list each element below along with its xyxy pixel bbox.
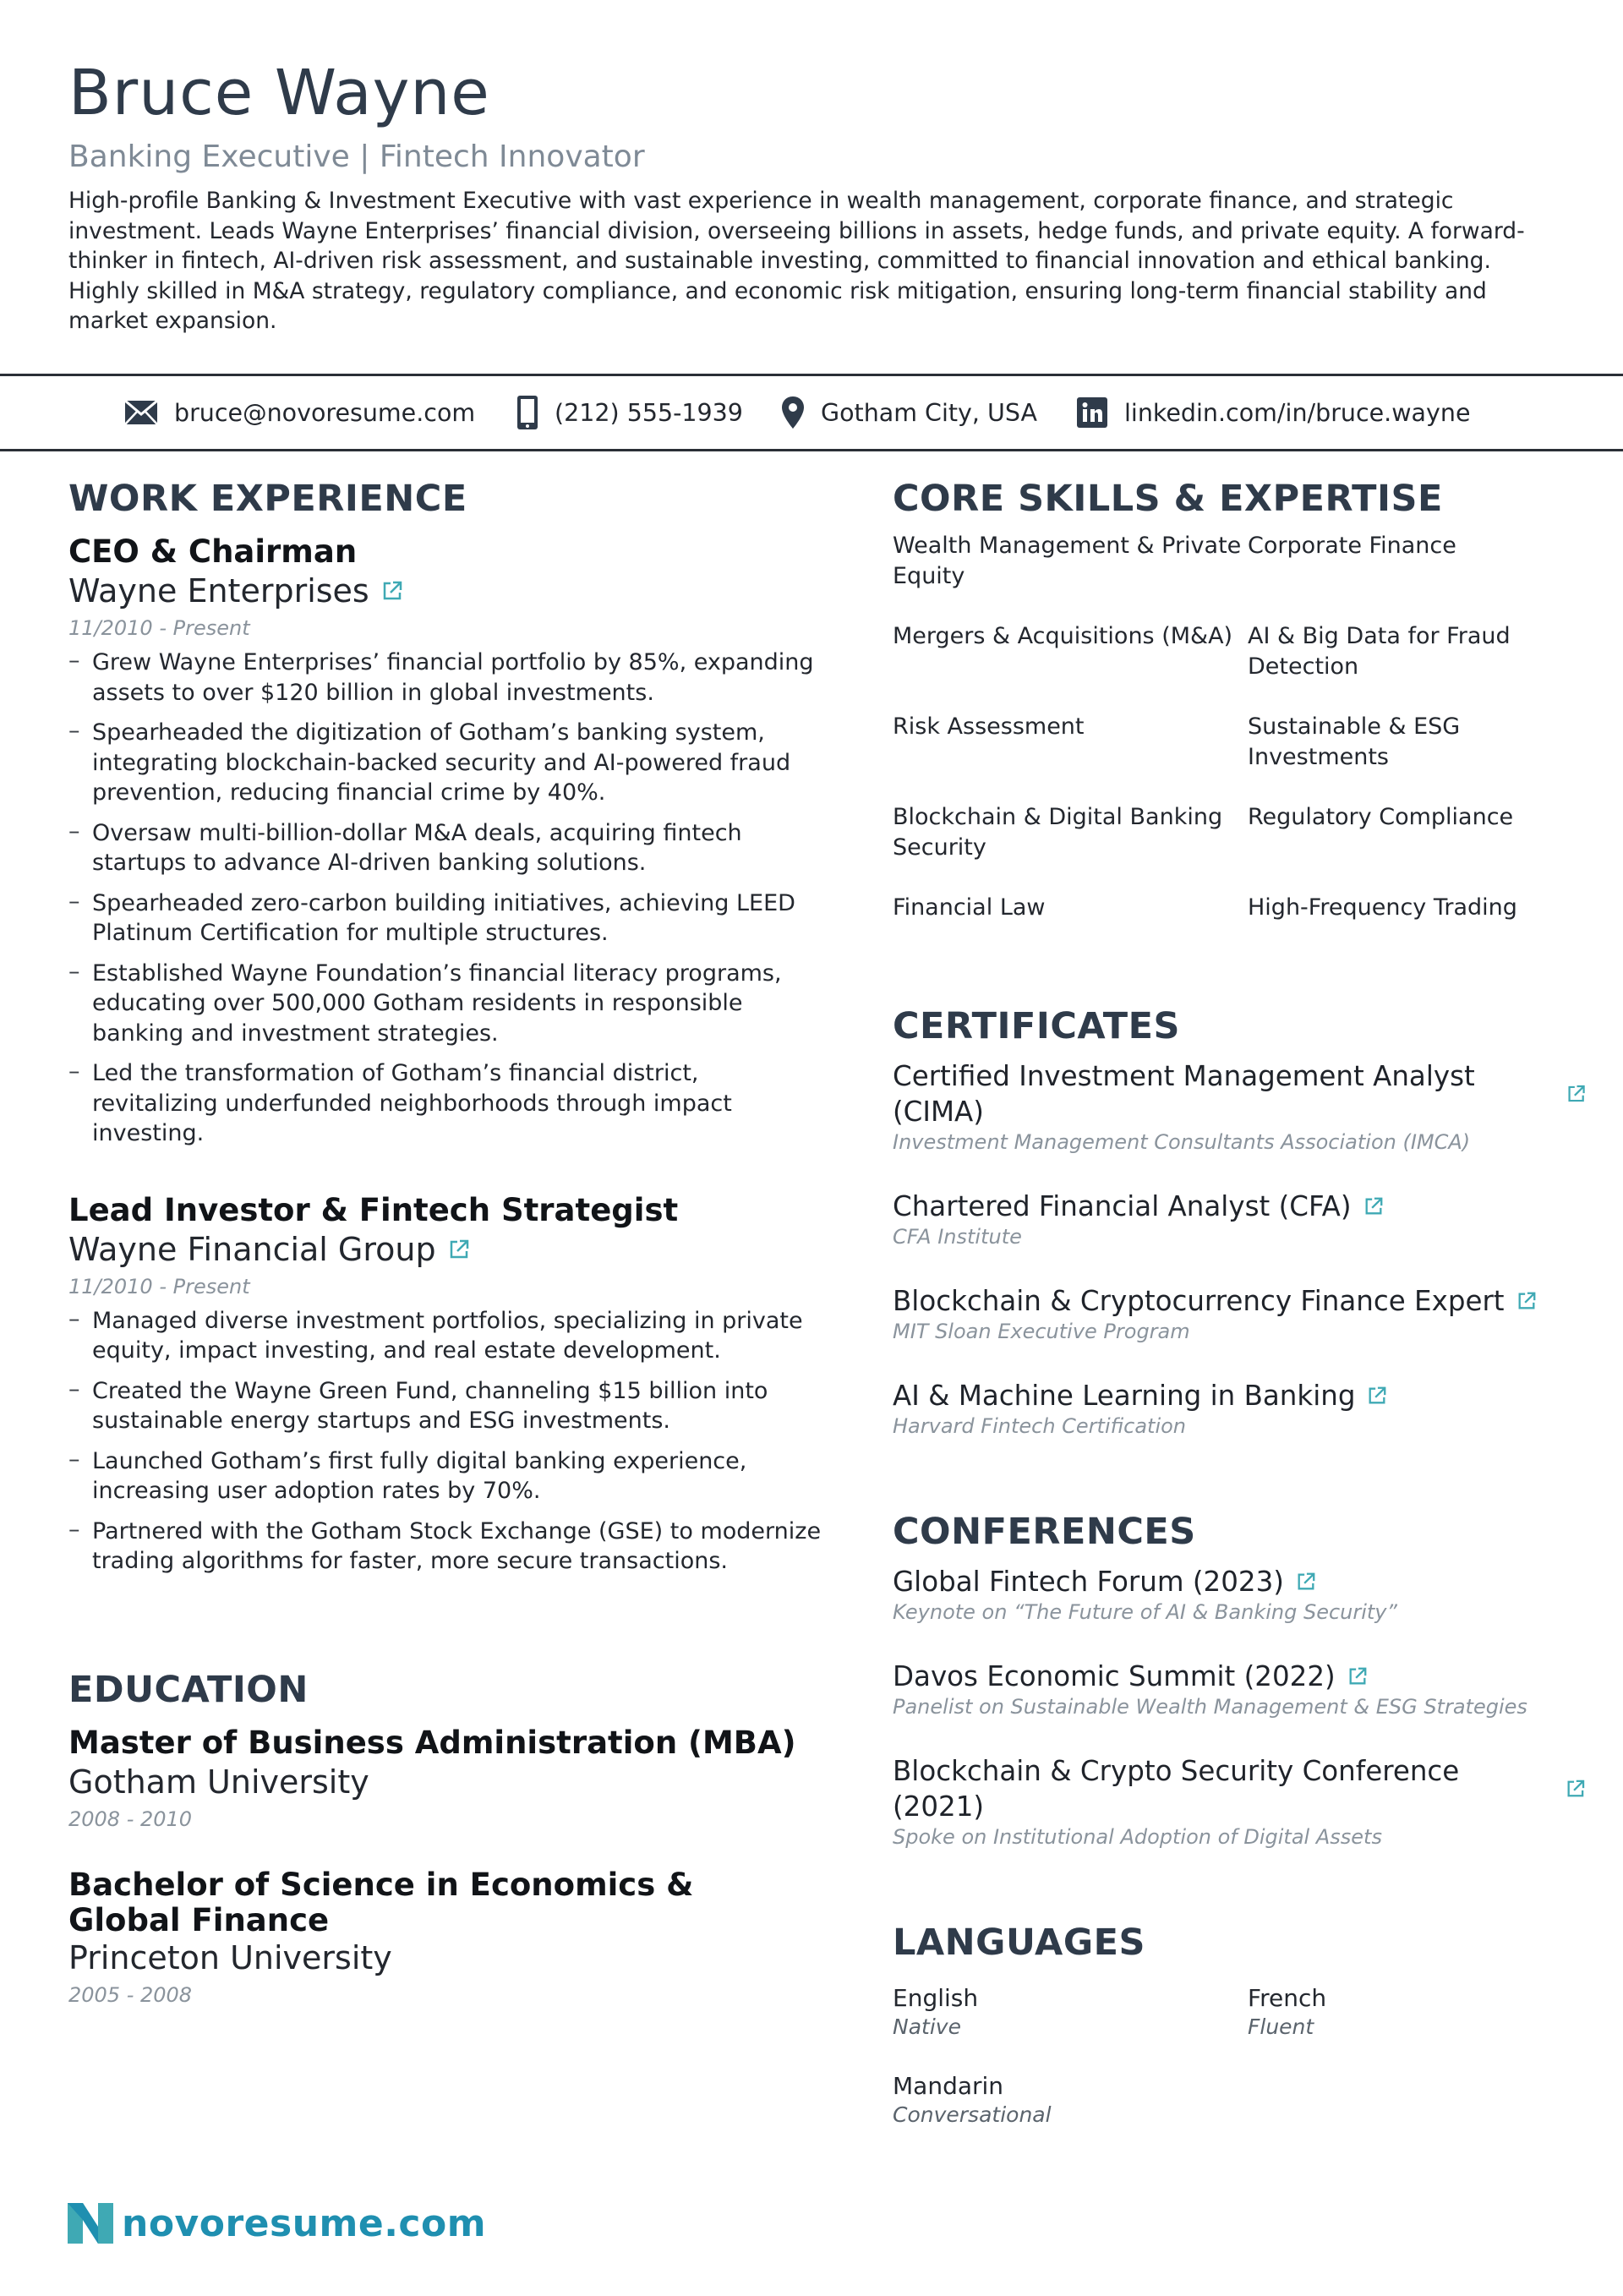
candidate-name: Bruce Wayne (68, 57, 490, 129)
job-entry (68, 533, 829, 1149)
skill-item: Sustainable & ESG Investments (1248, 713, 1461, 770)
language-item (893, 2071, 1248, 2129)
skills-grid (893, 531, 1586, 923)
external-link-icon[interactable] (1566, 1084, 1586, 1104)
work-experience-heading: WORK EXPERIENCE (68, 478, 467, 520)
candidate-title: Banking Executive | Fintech Innovator (68, 139, 645, 174)
skill-item: Financial Law (893, 894, 1046, 921)
language-level: Conversational (893, 2102, 1052, 2127)
external-link-icon[interactable] (1347, 1666, 1368, 1686)
degree-title: Bachelor of Science in Economics & Global Finance (68, 1866, 694, 1938)
novoresume-logo[interactable] (66, 2201, 486, 2245)
languages-heading: LANGUAGES (893, 1921, 1145, 1964)
conference-name[interactable] (893, 1659, 1586, 1694)
conference-item (893, 1753, 1586, 1850)
external-link-icon[interactable] (1367, 1386, 1387, 1406)
linkedin-icon (1077, 397, 1107, 428)
education-heading: EDUCATION (68, 1668, 309, 1711)
contact-bar (0, 374, 1623, 451)
linkedin-text: linkedin.com/in/bruce.wayne (1124, 398, 1471, 427)
language-item (1248, 1983, 1586, 2041)
conference-detail: Spoke on Institutional Adoption of Digital Assets (893, 1824, 1382, 1849)
job-date: 11/2010 - Present (68, 1274, 250, 1298)
language-level: Native (893, 2014, 961, 2039)
skill-item: Mergers & Acquisitions (M&A) (893, 623, 1233, 649)
bullet-item: – Led the transformation of Gotham’s financial district, revitalizing underfunded neighborhoods through impact investing. (68, 1058, 829, 1149)
education-entry (68, 1724, 829, 1834)
external-link-icon[interactable] (1363, 1196, 1384, 1216)
languages-grid (893, 1983, 1586, 2129)
language-name: French (1248, 1983, 1327, 2012)
certificate-label: AI & Machine Learning in Banking (893, 1379, 1356, 1412)
education-date: 2008 - 2010 (68, 1807, 193, 1831)
company-name[interactable] (68, 1230, 829, 1269)
skill-item: AI & Big Data for Fraud Detection (1248, 623, 1511, 680)
certificate-name[interactable] (893, 1378, 1586, 1413)
certificate-issuer: Investment Management Consultants Association (IMCA) (893, 1129, 1471, 1154)
job-title: CEO & Chairman (68, 533, 358, 570)
external-link-icon[interactable] (1566, 1779, 1586, 1799)
job-bullets (68, 1306, 829, 1577)
certificates-list (893, 1058, 1586, 1439)
conference-label: Blockchain & Crypto Security Conference (2021) (893, 1754, 1460, 1823)
external-link-icon[interactable] (1516, 1291, 1537, 1311)
summary-text: High-profile Banking & Investment Executive with vast experience in wealth management, corporate finance, and strategic investment. Leads Wayne Enterprises’ financial division, overseeing billions in assets, hedge funds, and private equity. A forward-thinker in fintech, AI-driven risk assessment, and sustainable investing, committed to financial innovation and ethical banking. Highly skilled in M&A strategy, regulatory compliance, and economic risk mitigation, ensuring long-term financial stability and market expansion. (68, 188, 1525, 334)
certificate-item (893, 1189, 1586, 1249)
skill-item: Wealth Management & Private Equity (893, 533, 1242, 589)
contact-phone[interactable] (517, 376, 743, 449)
bullet-item: – Partnered with the Gotham Stock Exchange (GSE) to modernize trading algorithms for faster, more secure transactions. (68, 1517, 829, 1577)
certificate-label: Certified Investment Management Analyst (CIMA) (893, 1059, 1475, 1128)
conferences-heading: CONFERENCES (893, 1510, 1196, 1553)
language-item (893, 1983, 1248, 2041)
external-link-icon[interactable] (1296, 1572, 1316, 1592)
novoresume-logo-icon (66, 2201, 115, 2245)
bullet-item: – Spearheaded the digitization of Gotham’s banking system, integrating blockchain-backed security and AI-powered fraud prevention, reducing financial crime by 40%. (68, 718, 829, 808)
right-column (893, 473, 1586, 2129)
bullet-item: – Launched Gotham’s first fully digital banking experience, increasing user adoption rates by 70%. (68, 1446, 829, 1506)
phone-icon (517, 396, 538, 429)
certificate-name[interactable] (893, 1058, 1586, 1129)
certificate-item (893, 1058, 1586, 1155)
conferences-list (893, 1564, 1586, 1850)
company-label: Wayne Enterprises (68, 572, 369, 610)
education-entry (68, 1867, 795, 2009)
conference-item (893, 1659, 1586, 1719)
certificate-item (893, 1283, 1586, 1344)
certificate-issuer: MIT Sloan Executive Program (893, 1319, 1190, 1343)
external-link-icon[interactable] (448, 1238, 470, 1260)
resume-header (68, 52, 1556, 336)
envelope-icon (125, 401, 157, 424)
certificate-issuer: Harvard Fintech Certification (893, 1413, 1187, 1438)
certificate-item (893, 1378, 1586, 1439)
left-column (68, 473, 829, 2009)
contact-email[interactable] (125, 376, 475, 449)
skill-item: High-Frequency Trading (1248, 894, 1517, 921)
certificate-name[interactable] (893, 1283, 1586, 1319)
contact-linkedin[interactable] (1077, 376, 1470, 449)
skill-item: Blockchain & Digital Banking Security (893, 804, 1223, 861)
certificate-issuer: CFA Institute (893, 1224, 1022, 1249)
skill-item: Risk Assessment (893, 713, 1085, 740)
language-level: Fluent (1248, 2014, 1314, 2039)
company-name[interactable] (68, 571, 829, 610)
conference-label: Global Fintech Forum (2023) (893, 1565, 1284, 1598)
conference-item (893, 1564, 1586, 1625)
conference-name[interactable] (893, 1564, 1586, 1599)
bullet-item: – Established Wayne Foundation’s financial literacy programs, educating over 500,000 Gotham residents in responsible banking and investment strategies. (68, 959, 829, 1049)
logo-text: novoresume.com (122, 2201, 487, 2245)
certificate-name[interactable] (893, 1189, 1586, 1224)
skill-item: Regulatory Compliance (1248, 804, 1514, 830)
job-title: Lead Investor & Fintech Strategist (68, 1191, 679, 1228)
bullet-item: – Managed diverse investment portfolios, specializing in private equity, impact investing, and real estate development. (68, 1306, 829, 1366)
conference-name[interactable] (893, 1753, 1586, 1824)
bullet-item: – Grew Wayne Enterprises’ financial portfolio by 85%, expanding assets to over $120 billion in global investments. (68, 648, 829, 708)
school-name: Princeton University (68, 1938, 392, 1976)
contact-location (782, 376, 1037, 449)
email-text: bruce@novoresume.com (174, 398, 476, 427)
external-link-icon[interactable] (381, 580, 403, 602)
conference-label: Davos Economic Summit (2022) (893, 1659, 1336, 1692)
skills-heading: CORE SKILLS & EXPERTISE (893, 478, 1443, 520)
bullet-item: – Created the Wayne Green Fund, channeling $15 billion into sustainable energy startups and ESG investments. (68, 1376, 829, 1436)
skill-item: Corporate Finance (1248, 533, 1456, 559)
bullet-item: – Oversaw multi-billion-dollar M&A deals, acquiring fintech startups to advance AI-driven banking solutions. (68, 818, 829, 878)
conference-detail: Keynote on “The Future of AI & Banking Security” (893, 1599, 1397, 1624)
location-pin-icon (782, 396, 804, 429)
school-name: Gotham University (68, 1763, 369, 1801)
language-name: Mandarin (893, 2071, 1004, 2100)
location-text: Gotham City, USA (821, 398, 1037, 427)
job-date: 11/2010 - Present (68, 616, 250, 640)
company-label: Wayne Financial Group (68, 1230, 436, 1268)
job-entry (68, 1191, 829, 1577)
education-date: 2005 - 2008 (68, 1982, 193, 2007)
conference-detail: Panelist on Sustainable Wealth Management & ESG Strategies (893, 1694, 1527, 1719)
certificates-heading: CERTIFICATES (893, 1004, 1180, 1047)
degree-title: Master of Business Administration (MBA) (68, 1724, 796, 1761)
certificate-label: Chartered Financial Analyst (CFA) (893, 1189, 1352, 1222)
phone-text: (212) 555-1939 (555, 398, 743, 427)
certificate-label: Blockchain & Cryptocurrency Finance Expert (893, 1284, 1505, 1317)
bullet-item: – Spearheaded zero-carbon building initiatives, achieving LEED Platinum Certification for multiple structures. (68, 888, 829, 948)
language-name: English (893, 1983, 979, 2012)
job-bullets (68, 648, 829, 1149)
